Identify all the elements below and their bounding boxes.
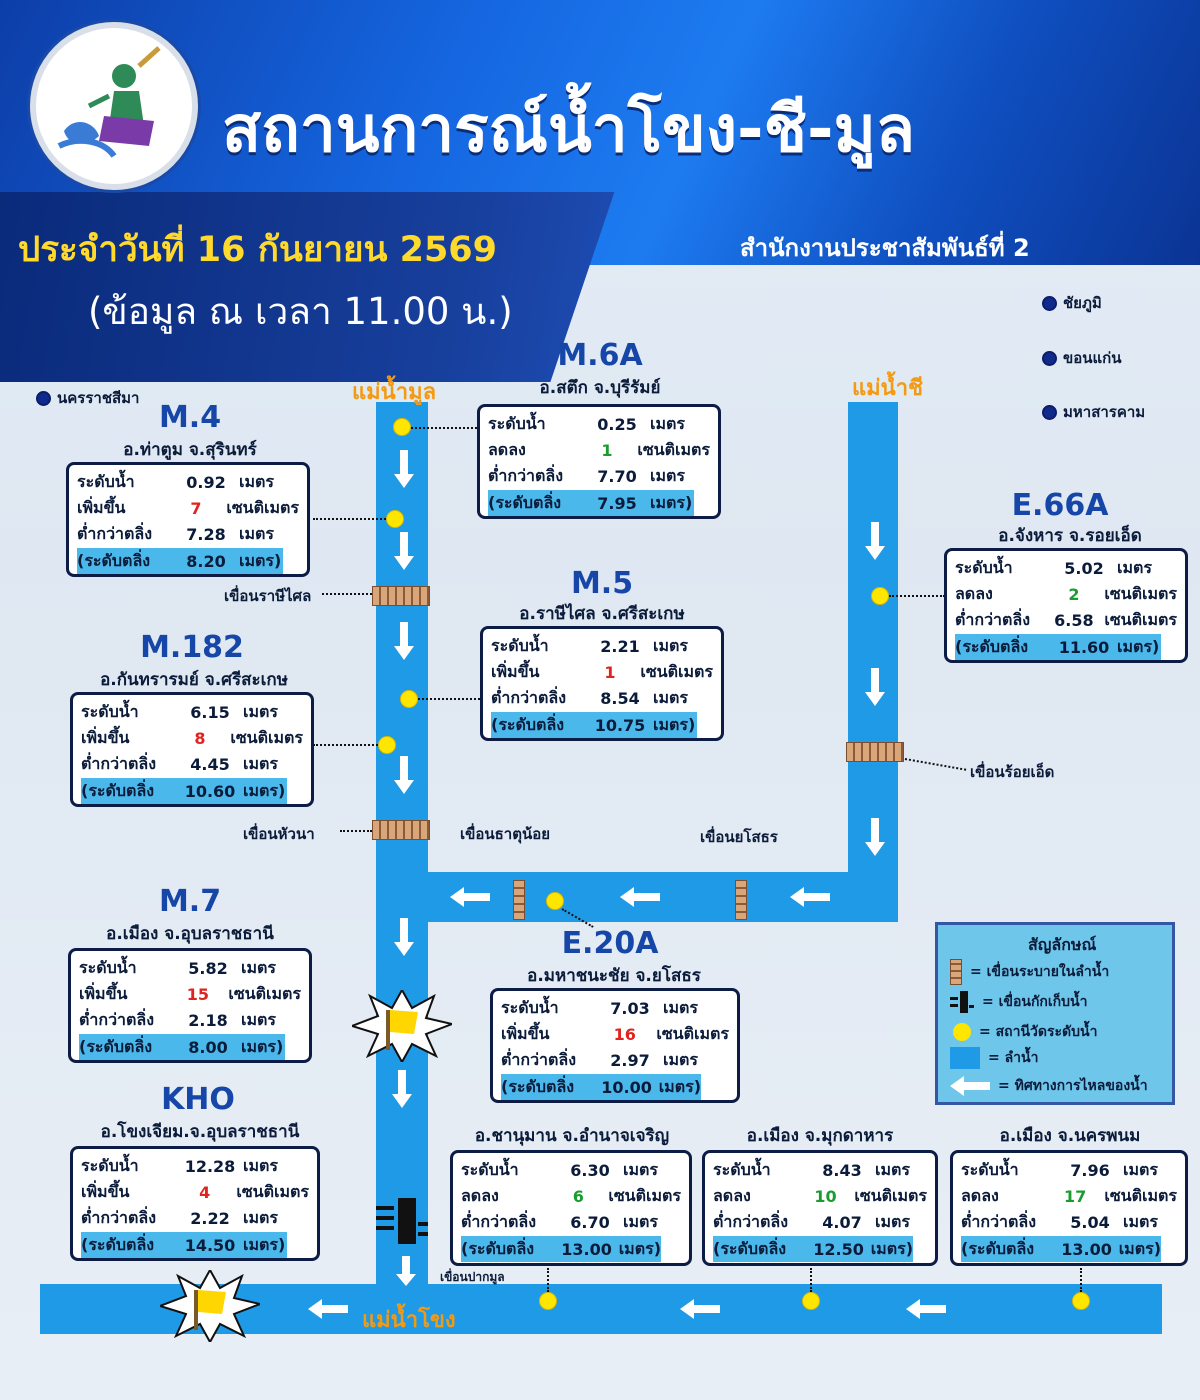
legend-panel (935, 922, 1175, 1105)
dam-label-rasi-salai: เขื่อนราษีไศล (224, 587, 312, 605)
agency-logo (30, 22, 198, 190)
flow-arrow-down-icon (394, 622, 414, 660)
reservoir-dam-pak-mun-icon (376, 1196, 430, 1248)
flow-arrow-down-icon (396, 1256, 416, 1286)
station-amnat-card: ระดับน้ำ 6.30 เมตร ลดลง 6 เซนติเมตร ต่ำกว่าตลิ่ง 6.70 เมตร (ระดับตลิ่ง 13.00 เมตร) (450, 1150, 692, 1266)
station-e66a-card: ระดับน้ำ 5.02 เมตร ลดลง 2 เซนติเมตร ต่ำกว่าตลิ่ง 6.58 เซนติเมตร (ระดับตลิ่ง 11.60 เมตร) (944, 548, 1188, 663)
province-dot-icon (1042, 405, 1057, 420)
gauge-e66a-dot (871, 587, 889, 605)
station-nakhonphanom-location: อ.เมือง จ.นครพนม (999, 1126, 1141, 1146)
flow-arrow-left-icon (620, 887, 660, 907)
station-m5-location: อ.ราษีไศล จ.ศรีสะเกษ (519, 604, 685, 624)
weir-hua-na-icon (372, 820, 430, 840)
station-nakhonphanom-card: ระดับน้ำ 7.96 เมตร ลดลง 17 เซนติเมตร ต่ำกว่าตลิ่ง 5.04 เมตร (ระดับตลิ่ง 13.00 เมตร) (950, 1150, 1188, 1266)
flow-arrow-down-icon (865, 522, 885, 560)
station-m7-location: อ.เมือง จ.อุบลราชธานี (106, 924, 274, 944)
flow-arrow-left-icon (680, 1299, 720, 1319)
gauge-m182-dot (378, 736, 396, 754)
flood-warning-flag-icon (352, 990, 452, 1062)
station-kho-card: ระดับน้ำ 12.28 เมตร เพิ่มขึ้น 4 เซนติเมตร ต่ำกว่าตลิ่ง 2.22 เมตร (ระดับตลิ่ง 14.50 เมตร) (70, 1146, 320, 1261)
station-m5-code: M.5 (570, 566, 634, 601)
gauge-m5-dot (400, 690, 418, 708)
station-m182-card: ระดับน้ำ 6.15 เมตร เพิ่มขึ้น 8 เซนติเมตร ต่ำกว่าตลิ่ง 4.45 เมตร (ระดับตลิ่ง 10.60 เมตร) (70, 692, 314, 807)
station-m7-card: ระดับน้ำ 5.82 เมตร เพิ่มขึ้น 15 เซนติเมตร ต่ำกว่าตลิ่ง 2.18 เมตร (ระดับตลิ่ง 8.00 เมตร) (68, 948, 312, 1063)
office-name: สำนักงานประชาสัมพันธ์ที่ 2 (740, 234, 1030, 262)
station-e20a-location: อ.มหาชนะชัย จ.ยโสธร (527, 966, 701, 986)
flow-arrow-left-icon (308, 1299, 348, 1319)
flow-arrow-down-icon (394, 450, 414, 488)
dam-label-roi-et: เขื่อนร้อยเอ็ด (970, 763, 1055, 781)
stream-icon (950, 1047, 980, 1069)
station-e20a-code: E.20A (561, 926, 659, 961)
station-m4-location: อ.ท่าตูม จ.สุรินทร์ (123, 440, 257, 460)
station-m4-card: ระดับน้ำ 0.92 เมตร เพิ่มขึ้น 7 เซนติเมตร ต่ำกว่าตลิ่ง 7.28 เมตร (ระดับตลิ่ง 8.20 เมตร) (66, 462, 310, 577)
leader-line (340, 830, 372, 832)
flood-warning-flag-icon (160, 1270, 260, 1342)
khong-river-label: แม่น้ำโขง (362, 1308, 456, 1333)
flow-arrow-down-icon (394, 918, 414, 956)
deity-emblem-icon (44, 36, 184, 176)
station-m5-card: ระดับน้ำ 2.21 เมตร เพิ่มขึ้น 1 เซนติเมตร ต่ำกว่าตลิ่ง 8.54 เมตร (ระดับตลิ่ง 10.75 เมตร) (480, 626, 724, 741)
mun-river-label: แม่น้ำมูล (352, 380, 437, 405)
gauge-nakhonphanom-dot (1072, 1292, 1090, 1310)
report-date: ประจำวันที่ 16 กันยายน 2569 (18, 230, 498, 270)
chi-river-label: แม่น้ำชี (852, 376, 924, 401)
leader-line (889, 595, 945, 597)
flow-arrow-left-icon (450, 887, 490, 907)
province-nakhonratchasima: นครราชสีมา (36, 386, 139, 410)
flow-arrow-left-icon (906, 1299, 946, 1319)
legend-item-gauge: = สถานีวัดระดับน้ำ (950, 1021, 1097, 1043)
station-m6a-location: อ.สตึก จ.บุรีรัมย์ (539, 378, 661, 398)
weir-yasothon-icon (735, 880, 747, 920)
reservoir-dam-icon (950, 991, 974, 1013)
dam-label-yasothon: เขื่อนยโสธร (700, 828, 778, 846)
legend-item-stream: = ลำน้ำ (950, 1047, 1038, 1069)
station-kho-code: KHO (161, 1082, 235, 1117)
flow-arrow-down-icon (394, 756, 414, 794)
gauge-m6a-dot (393, 418, 411, 436)
province-dot-icon (36, 391, 51, 406)
gauge-mukdahan-dot (802, 1292, 820, 1310)
dam-label-hua-na: เขื่อนหัวนา (243, 825, 315, 843)
weir-rasi-salai-icon (372, 586, 430, 606)
province-dot-icon (1042, 296, 1057, 311)
gauge-e20a-dot (546, 892, 564, 910)
legend-item-flow: = ทิศทางการไหลของน้ำ (950, 1075, 1148, 1097)
station-m182-location: อ.กันทรารมย์ จ.ศรีสะเกษ (100, 670, 288, 690)
flow-arrow-left-icon (790, 887, 830, 907)
gauge-station-icon (953, 1023, 971, 1041)
station-e66a-location: อ.จังหาร จ.รอยเอ็ด (998, 526, 1142, 546)
leader-line (411, 427, 477, 429)
leader-line (905, 758, 966, 771)
station-kho-location: อ.โขงเจียม.จ.อุบลราชธานี (100, 1122, 300, 1142)
station-e20a-card: ระดับน้ำ 7.03 เมตร เพิ่มขึ้น 16 เซนติเมตร ต่ำกว่าตลิ่ง 2.97 เมตร (ระดับตลิ่ง 10.00 เมตร) (490, 988, 740, 1103)
leader-line (810, 1268, 812, 1292)
gauge-amnat-dot (539, 1292, 557, 1310)
station-m6a-card: ระดับน้ำ 0.25 เมตร ลดลง 1 เซนติเมตร ต่ำกว่าตลิ่ง 7.70 เมตร (ระดับตลิ่ง 7.95 เมตร) (477, 404, 721, 519)
station-e66a-code: E.66A (1011, 488, 1109, 523)
flow-arrow-down-icon (865, 668, 885, 706)
legend-title: สัญลักษณ์ (1028, 935, 1097, 954)
leader-line (322, 593, 372, 595)
gauge-m4-dot (386, 510, 404, 528)
weir-roi-et-icon (846, 742, 904, 762)
legend-item-reservoir: = เขื่อนกักเก็บน้ำ (950, 991, 1087, 1013)
leader-line (418, 698, 480, 700)
leader-line (313, 518, 386, 520)
station-m6a-code: M.6A (557, 338, 643, 373)
leader-line (547, 1268, 549, 1292)
province-chaiyaphum: ชัยภูมิ (1042, 291, 1102, 315)
flow-direction-icon (950, 1076, 990, 1096)
station-m182-code: M.182 (140, 630, 244, 665)
flow-arrow-down-icon (865, 818, 885, 856)
weir-that-noi-icon (513, 880, 525, 920)
dam-label-that-noi: เขื่อนธาตุน้อย (460, 825, 551, 843)
station-mukdahan-card: ระดับน้ำ 8.43 เมตร ลดลง 10 เซนติเมตร ต่ำกว่าตลิ่ง 4.07 เมตร (ระดับตลิ่ง 12.50 เมตร) (702, 1150, 938, 1266)
province-dot-icon (1042, 351, 1057, 366)
page-title: สถานการณ์น้ำโขง-ชี-มูล (222, 93, 915, 167)
leader-line (1080, 1268, 1082, 1292)
weir-icon (950, 959, 962, 985)
station-m4-code: M.4 (158, 400, 222, 435)
report-time: (ข้อมูล ณ เวลา 11.00 น.) (88, 290, 513, 333)
province-mahasarakham: มหาสารคาม (1042, 400, 1145, 424)
station-amnat-location: อ.ชานุมาน จ.อำนาจเจริญ (474, 1126, 670, 1146)
flow-arrow-down-icon (392, 1070, 412, 1108)
leader-line (313, 744, 378, 746)
station-mukdahan-location: อ.เมือง จ.มุกดาหาร (746, 1126, 894, 1146)
station-m7-code: M.7 (158, 884, 222, 919)
province-khonkaen: ขอนแก่น (1042, 346, 1122, 370)
legend-item-weir: = เขื่อนระบายในลำน้ำ (950, 959, 1109, 985)
dam-label-pak-mun: เขื่อนปากมูล (440, 1270, 505, 1284)
flow-arrow-down-icon (394, 532, 414, 570)
